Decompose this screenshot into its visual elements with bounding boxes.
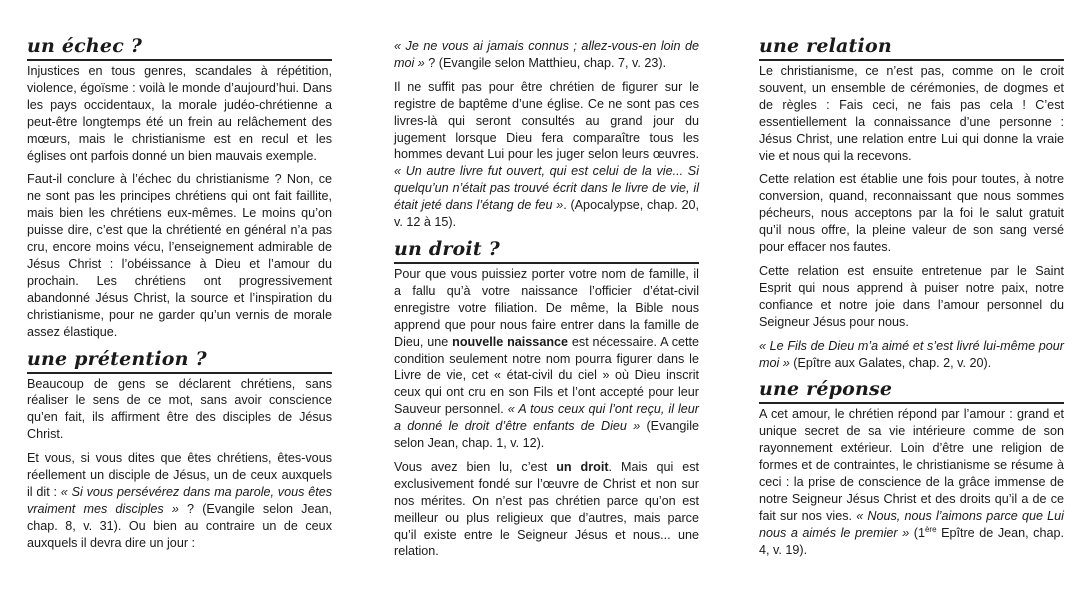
paragraph: Cette relation est établie une fois pour toutes, à notre conversion, quand, reconnaissant que nous sommes pécheurs, nous acceptons par la foi le salut gratuit qu’il nous offre, la pleine valeur de son sang versé pour effacer nos fautes. — [759, 172, 1064, 255]
text-run: Et vous, si vous dites que êtes chrétiens, êtes-vous réellement un disciple de Jésus, un de ceux auxquels il dit : — [27, 451, 332, 499]
section-pretention — [27, 348, 332, 552]
bible-quote: « Un autre livre fut ouvert, qui est celui de la vie... Si quelqu’un n’était pas trouvé écrit dans le livre de vie, il était jeté dans l’étang de feu » — [394, 164, 699, 213]
ordinal-superscript: ère — [924, 524, 937, 534]
paragraph — [394, 459, 699, 560]
section-title-echec: un échec ? — [27, 35, 332, 61]
section-echec — [27, 35, 332, 341]
paragraph: Beaucoup de gens se déclarent chrétiens, sans réaliser le sens de ce mot, sans avoir conscience qu’en fait, ils affirment être des disciples de Jésus Christ. — [27, 376, 332, 442]
text-run: est nécessaire. A cette condition seulement notre nom pourra figurer dans le Livre de vie, cet « état-civil du ciel » où Dieu inscrit ceux qui ont cru en son Fils et l’ont accepté pour leur Sauveur personnel. — [394, 334, 700, 417]
section-title-relation: une relation — [759, 35, 1064, 61]
section-title-reponse: une réponse — [759, 378, 1064, 404]
emphasis: un droit — [556, 459, 609, 474]
section-droit — [394, 238, 699, 560]
bible-quote: « A tous ceux qui l’ont reçu, il leur a donné le droit d’être enfants de Dieu » — [394, 402, 699, 434]
text-run: ? (Evangile selon Jean, chap. 8, v. 31). Ou bien au contraire un de ceux auxquels il devra dire un jour : — [27, 501, 332, 550]
paragraph — [394, 38, 699, 72]
bible-reference: . (Apocalypse, chap. 20, v. 12 à 15). — [394, 198, 699, 230]
paragraph — [759, 338, 1064, 372]
column-middle — [394, 38, 699, 567]
bible-reference: Epître de Jean, chap. 4, v. 19). — [759, 525, 1064, 557]
paragraph: Injustices en tous genres, scandales à répétition, violence, égoïsme : voilà le monde d’aujourd’hui. Dans les pays occidentaux, la morale judéo-chrétienne a peut-être longtemps été un frein au relâchement des mœurs, mais le christianisme est en recul et les églises ont parfois donné un bien mauvais exemple. — [27, 64, 332, 163]
column-right — [759, 35, 1064, 566]
paragraph — [394, 79, 699, 231]
bible-reference: ? (Evangile selon Matthieu, chap. 7, v. 23). — [424, 55, 667, 70]
bible-quote: « Je ne vous ai jamais connus ; allez-vous-en loin de moi » — [394, 39, 699, 70]
text-run: . Mais qui est exclusivement fondé sur l’œuvre de Christ et non sur nos mérites. On n’est pas chrétien parce qu’on est meilleur ou plus religieux que d’autres, mais parce qu’il existe entre le Seigneur Jésus et nous... une relation. — [394, 459, 699, 559]
paragraph — [27, 450, 332, 551]
bible-reference: (1 — [909, 525, 925, 540]
paragraph: Cette relation est ensuite entretenue par le Saint Esprit qui nous apprend à puiser notre paix, notre confiance et notre joie dans l’amour personnel du Seigneur Jésus pour nous. — [759, 263, 1064, 329]
column-left — [27, 35, 332, 559]
section-relation — [759, 35, 1064, 371]
paragraph — [759, 406, 1064, 558]
text-run: Vous avez bien lu, c’est — [394, 459, 557, 474]
section-title-droit: un droit ? — [394, 238, 699, 264]
paragraph — [394, 266, 699, 452]
emphasis: nouvelle naissance — [452, 334, 569, 349]
section-reponse — [759, 378, 1064, 558]
bible-quote: « Nous, nous l’aimons parce que Lui nous a aimés le premier » — [759, 508, 1064, 540]
bible-reference: (Evangile selon Jean, chap. 1, v. 12). — [394, 419, 699, 451]
paragraph: Faut-il conclure à l’échec du christianisme ? Non, ce ne sont pas les principes chrétiens qui ont fait faillite, mais bien les chrétiens eux-mêmes. Le moins qu’on puisse dire, c’est que la chrétienté en général n’a pas cru, encore moins vécu, l’enseignement admirable de Jésus Christ : l’obéissance à Dieu et l’amour du prochain. Les chrétiens ont progressivement abandonné Jésus Christ, la source et l’inspiration du christianisme, pour ne garder qu’un vernis de morale assez élastique. — [27, 172, 332, 339]
text-run: A cet amour, le chrétien répond par l’amour : grand et unique secret de sa vie intérieure comme de son rayonnement extérieur. Loin d’être une religion de formes et de contraintes, le christianisme se résume à ceci : la prise de conscience de la grâce immense de notre Seigneur Jésus Christ et des droits qu’il a de ce fait sur nos vies. — [759, 407, 1064, 523]
bible-reference: (Epître aux Galates, chap. 2, v. 20). — [789, 355, 992, 370]
section-title-pretention: une prétention ? — [27, 348, 332, 374]
text-run: Il ne suffit pas pour être chrétien de figurer sur le registre de baptême d’une église. Ce ne sont pas ces livres-là qui seront consultés au grand jour du jugement lorsque Dieu fera comparaître tous les hommes devant Lui pour les juger selon leurs œuvres. — [394, 79, 699, 162]
bible-quote: « Le Fils de Dieu m’a aimé et s’est livré lui-même pour moi » — [759, 338, 1064, 370]
text-run: Pour que vous puissiez porter votre nom de famille, il a fallu qu’à votre naissance l’officier d’état-civil enregistre votre filiation. De même, la Bible nous apprend que pour nous faire entrer dans la famille de Dieu, une — [394, 266, 699, 349]
paragraph: Le christianisme, ce n’est pas, comme on le croit souvent, un ensemble de cérémonies, de dogmes et de règles : Fais ceci, ne fais pas cela ! C’est essentiellement la connaissance d’une personne : Jésus Christ, une relation entre Lui qui donne la vraie vie et nous qui la recevons. — [759, 64, 1064, 163]
bible-quote: « Si vous persévérez dans ma parole, vous êtes vraiment mes disciples » — [27, 484, 332, 516]
